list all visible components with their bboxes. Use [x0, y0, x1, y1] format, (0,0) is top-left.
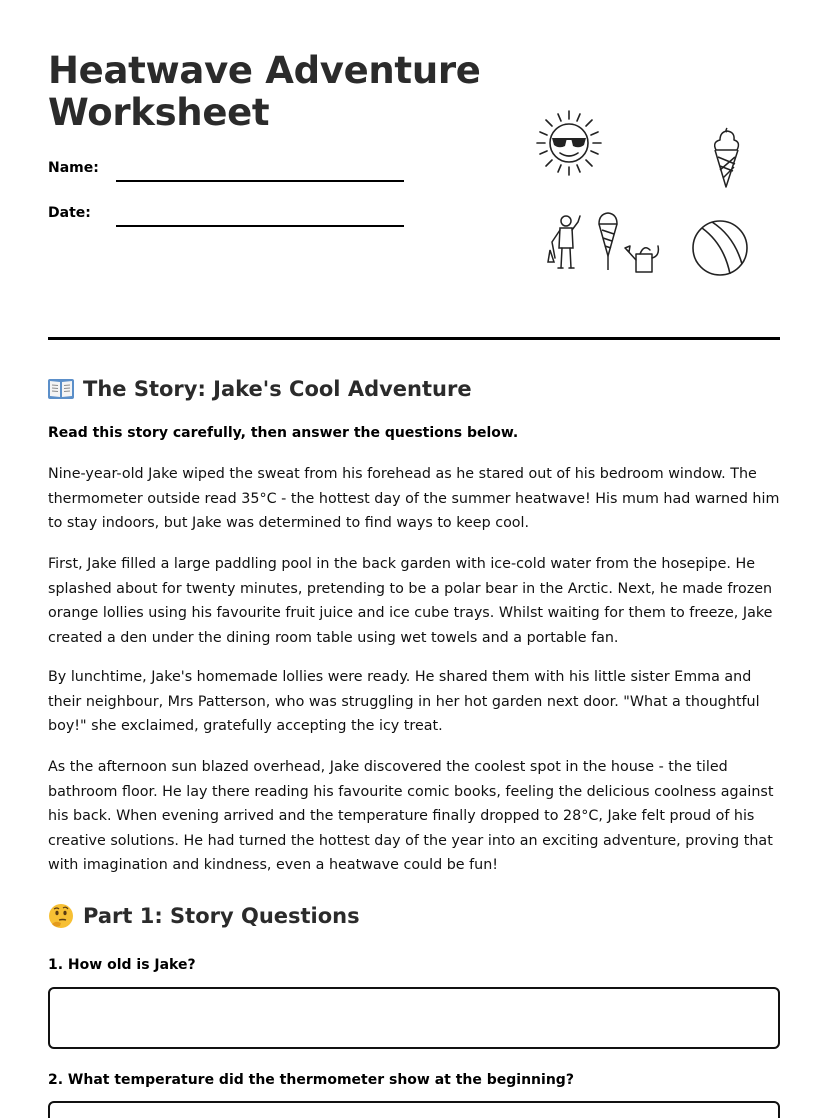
story-paragraph-2: First, Jake filled a large paddling pool in the back garden with ice-cold water from the hosepipe. He splashed about for twenty minutes, pretending to be a polar bear in the Arctic. Next, he made frozen orange lollies using his favourite fruit juice and ice cube trays. Whilst waiting for them to freeze, Jake created a den under the dining room table using wet towels and a portable fan.: [48, 556, 773, 646]
name-field[interactable]: [116, 180, 404, 182]
beach-ball-icon: [690, 218, 750, 278]
open-book-icon: [48, 376, 74, 402]
watering-can-icon: [624, 240, 664, 276]
thinking-face-icon: [48, 903, 74, 929]
story-instruction: Read this story carefully, then answer the questions below.: [48, 425, 519, 441]
sun-with-sunglasses-icon: [534, 108, 604, 178]
part1-heading: [48, 903, 360, 929]
answer-box-1[interactable]: [48, 987, 780, 1049]
story-heading-text: The Story: Jake's Cool Adventure: [83, 377, 472, 401]
question-1: 1. How old is Jake?: [48, 957, 196, 973]
date-field[interactable]: [116, 225, 404, 227]
story-paragraph-1: Nine-year-old Jake wiped the sweat from his forehead as he stared out of his bedroom window. The thermometer outside read 35°C - the hottest day of the summer heatwave! His mum had warned him to stay indoors, but Jake was determined to find ways to keep cool.: [48, 466, 780, 531]
worksheet-title: Heatwave Adventure Worksheet: [48, 49, 481, 134]
date-label: Date:: [48, 205, 91, 221]
story-heading: [48, 376, 472, 402]
section-divider: [48, 337, 780, 340]
answer-box-2[interactable]: [48, 1101, 780, 1118]
ice-lolly-icon: [594, 208, 622, 272]
child-figure-icon: [546, 212, 584, 272]
story-paragraph-3: By lunchtime, Jake's homemade lollies were ready. He shared them with his little sister Emma and their neighbour, Mrs Patterson, who was struggling in her hot garden next door. "What a thoughtful boy!" she exclaimed, gratefully accepting the icy treat.: [48, 669, 760, 734]
ice-cream-cone-icon: [708, 126, 744, 190]
story-paragraph-4: As the afternoon sun blazed overhead, Jake discovered the coolest spot in the house - the tiled bathroom floor. He lay there reading his favourite comic books, feeling the delicious coolness against his back. When evening arrived and the temperature finally dropped to 28°C, Jake felt proud of his creative solutions. He had turned the hottest day of the year into an exciting adventure, proving that with imagination and kindness, even a heatwave could be fun!: [48, 759, 774, 873]
question-2: 2. What temperature did the thermometer show at the beginning?: [48, 1072, 574, 1088]
name-label: Name:: [48, 160, 99, 176]
part1-heading-text: Part 1: Story Questions: [83, 904, 360, 928]
